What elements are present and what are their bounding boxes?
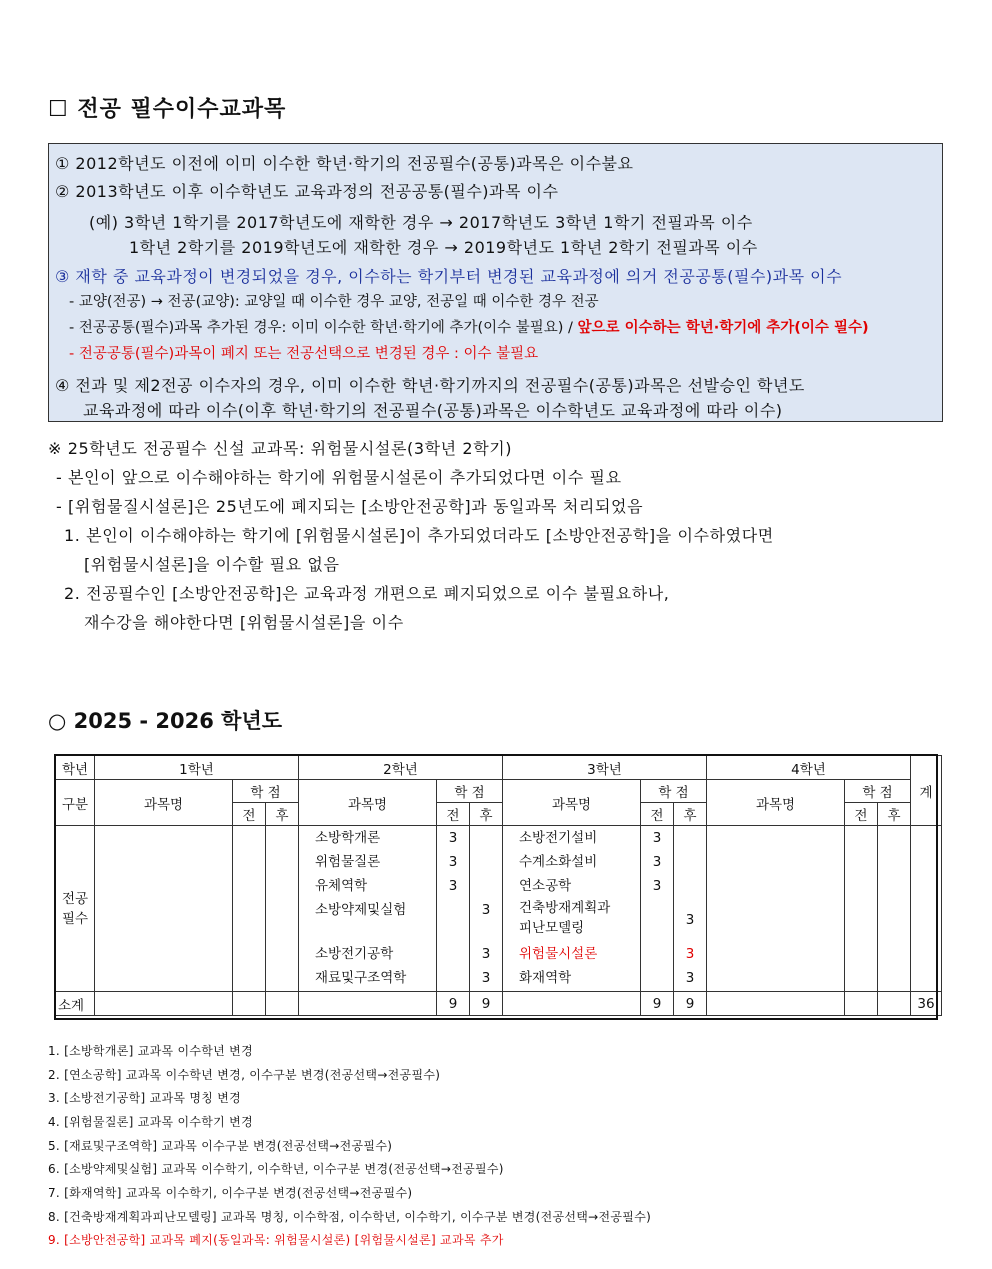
subtotal-label: 소계 bbox=[56, 992, 95, 1016]
subtotal-y2-first: 9 bbox=[437, 992, 470, 1016]
footnote-highlight: 9. [소방안전공학] 교과목 폐지(동일과목: 위험물시설론) [위험물시설론] 교과목 추가 bbox=[48, 1233, 504, 1247]
header-course-y1: 과목명 bbox=[95, 780, 233, 826]
y3-courses bbox=[503, 826, 641, 992]
y3-course: 연소공학 bbox=[519, 878, 572, 894]
curriculum-table bbox=[55, 755, 942, 1016]
y2-course: 유체역학 bbox=[315, 878, 368, 894]
subtotal-y1-second bbox=[266, 992, 299, 1016]
y2-second-credit bbox=[470, 826, 502, 850]
rule-3-b-emphasis: 앞으로 이수하는 학년·학기에 추가(이수 필수) bbox=[577, 320, 869, 336]
y2-first bbox=[437, 826, 470, 992]
rule-3-c: - 전공공통(필수)과목이 폐지 또는 전공선택으로 변경된 경우 : 이수 불필요 bbox=[69, 346, 539, 362]
y2-first-credit bbox=[437, 942, 469, 966]
y4-second bbox=[878, 826, 911, 992]
footnote: 7. [화재역학] 교과목 이수학기, 이수구분 변경(전공선택→전공필수) bbox=[48, 1186, 413, 1200]
note-line-4: 1. 본인이 이수해야하는 학기에 [위험물시설론]이 추가되었더라도 [소방안전공학]을 이수하였다면 bbox=[64, 526, 774, 545]
y2-courses bbox=[299, 826, 437, 992]
header-year-2: 2학년 bbox=[299, 756, 503, 780]
y2-first-credit: 3 bbox=[448, 854, 458, 870]
y3-second-credit bbox=[674, 850, 706, 874]
rule-2: ② 2013학년도 이후 이수학년도 교육과정의 전공공통(필수)과목 이수 bbox=[55, 182, 559, 201]
rule-3-a: - 교양(전공) → 전공(교양): 교양일 때 이수한 경우 교양, 전공일 때 이수한 경우 전공 bbox=[69, 294, 599, 310]
header-second-y2: 후 bbox=[470, 803, 503, 826]
header-credit-y4: 학 점 bbox=[845, 780, 911, 803]
rule-3-b-text: - 전공공통(필수)과목 추가된 경우: 이미 이수한 학년·학기에 추가(이수 불필요) / bbox=[69, 320, 578, 336]
y2-second-credit: 3 bbox=[481, 902, 491, 918]
rule-4-cont: 교육과정에 따라 이수(이후 학년·학기의 전공필수(공통)과목은 이수학년도 교육과정에 따라 이수) bbox=[83, 401, 783, 420]
footnote: 5. [재료및구조역학] 교과목 이수구분 변경(전공선택→전공필수) bbox=[48, 1139, 393, 1153]
y3-first bbox=[641, 826, 674, 992]
y2-second-credit bbox=[470, 874, 502, 898]
header-course-y2: 과목명 bbox=[299, 780, 437, 826]
y2-course: 소방학개론 bbox=[315, 830, 381, 846]
subtotal-y3-first: 9 bbox=[641, 992, 674, 1016]
total-cell-body bbox=[911, 826, 942, 992]
header-first-y1: 전 bbox=[233, 803, 266, 826]
y2-course: 소방약제및실험 bbox=[315, 902, 407, 918]
header-year-3: 3학년 bbox=[503, 756, 707, 780]
y2-course: 소방전기공학 bbox=[315, 946, 394, 962]
note-line-7: 재수강을 해야한다면 [위험물시설론]을 이수 bbox=[84, 613, 404, 632]
header-total: 계 bbox=[911, 756, 942, 826]
section-title-academic-year: ○ 2025 - 2026 학년도 bbox=[48, 709, 283, 733]
y3-course-new: 위험물시설론 bbox=[519, 946, 598, 962]
rules-box bbox=[48, 143, 943, 422]
y1-courses bbox=[95, 826, 233, 992]
header-course-y3: 과목명 bbox=[503, 780, 641, 826]
note-line-5: [위험물시설론]을 이수할 필요 없음 bbox=[84, 555, 340, 574]
y3-first-credit: 3 bbox=[652, 830, 662, 846]
y2-first-credit: 3 bbox=[448, 878, 458, 894]
y2-second-credit: 3 bbox=[481, 970, 491, 986]
header-second-y3: 후 bbox=[674, 803, 707, 826]
subtotal-y3-second: 9 bbox=[674, 992, 707, 1016]
rule-2-example-1: (예) 3학년 1학기를 2017학년도에 재학한 경우 → 2017학년도 3학년 1학기 전필과목 이수 bbox=[89, 213, 753, 232]
header-grade: 학년 bbox=[56, 756, 95, 780]
subtotal-y4-first bbox=[845, 992, 878, 1016]
y3-course: 수계소화설비 bbox=[519, 854, 598, 870]
header-credit-y1: 학 점 bbox=[233, 780, 299, 803]
y3-course: 소방전기설비 bbox=[519, 830, 598, 846]
y2-first-credit: 3 bbox=[448, 830, 458, 846]
header-second-y1: 후 bbox=[266, 803, 299, 826]
y2-course: 위험물질론 bbox=[315, 854, 381, 870]
rule-3: ③ 재학 중 교육과정이 변경되었을 경우, 이수하는 학기부터 변경된 교육과정에 의거 전공공통(필수)과목 이수 bbox=[55, 267, 843, 286]
grand-total: 36 bbox=[911, 992, 942, 1016]
y3-first-credit: 3 bbox=[652, 878, 662, 894]
y3-first-credit bbox=[641, 966, 673, 990]
y3-second-credit: 3 bbox=[685, 970, 695, 986]
subtotal-y3-course bbox=[503, 992, 641, 1016]
header-course-y4: 과목명 bbox=[707, 780, 845, 826]
header-year-4: 4학년 bbox=[707, 756, 911, 780]
y1-first bbox=[233, 826, 266, 992]
row-label-required: 전공 필수 bbox=[56, 826, 95, 992]
subtotal-y4-second bbox=[878, 992, 911, 1016]
header-first-y3: 전 bbox=[641, 803, 674, 826]
subtotal-y1-first bbox=[233, 992, 266, 1016]
rule-3-b bbox=[69, 316, 869, 337]
subtotal-y4-course bbox=[707, 992, 845, 1016]
note-line-6: 2. 전공필수인 [소방안전공학]은 교육과정 개편으로 폐지되었으로 이수 불필요하나, bbox=[64, 584, 670, 603]
header-division: 구분 bbox=[56, 780, 95, 826]
header-credit-y2: 학 점 bbox=[437, 780, 503, 803]
rule-1: ① 2012학년도 이전에 이미 이수한 학년·학기의 전공필수(공통)과목은 이수불요 bbox=[55, 154, 634, 173]
section-title-required-courses: ☐ 전공 필수이수교과목 bbox=[48, 97, 287, 122]
y3-first-credit bbox=[641, 898, 673, 942]
y3-second bbox=[674, 826, 707, 992]
y3-second-credit bbox=[674, 826, 706, 850]
footnote: 1. [소방학개론] 교과목 이수학년 변경 bbox=[48, 1044, 253, 1058]
footnote: 8. [건축방재계획과피난모델링] 교과목 명칭, 이수학점, 이수학년, 이수학기, 이수구분 변경(전공선택→전공필수) bbox=[48, 1210, 652, 1224]
subtotal-y1-course bbox=[95, 992, 233, 1016]
y1-second bbox=[266, 826, 299, 992]
y3-second-credit bbox=[674, 874, 706, 898]
subtotal-y2-course bbox=[299, 992, 437, 1016]
header-first-y4: 전 bbox=[845, 803, 878, 826]
note-line-3: - [위험물질시설론]은 25년도에 폐지되는 [소방안전공학]과 동일과목 처리되었음 bbox=[56, 497, 644, 516]
y2-second-credit: 3 bbox=[481, 946, 491, 962]
y3-first-credit bbox=[641, 942, 673, 966]
y3-course: 건축방재계획과 피난모델링 bbox=[519, 900, 611, 936]
subtotal-y2-second: 9 bbox=[470, 992, 503, 1016]
header-second-y4: 후 bbox=[878, 803, 911, 826]
y4-courses bbox=[707, 826, 845, 992]
y3-first-credit: 3 bbox=[652, 854, 662, 870]
rule-4: ④ 전과 및 제2전공 이수자의 경우, 이미 이수한 학년·학기까지의 전공필수(공통)과목은 선발승인 학년도 bbox=[55, 376, 805, 395]
header-first-y2: 전 bbox=[437, 803, 470, 826]
y2-course: 재료및구조역학 bbox=[315, 970, 407, 986]
y3-second-credit-new: 3 bbox=[685, 946, 695, 962]
y2-first-credit bbox=[437, 898, 469, 942]
y4-first bbox=[845, 826, 878, 992]
rule-2-example-2: 1학년 2학기를 2019학년도에 재학한 경우 → 2019학년도 1학년 2학기 전필과목 이수 bbox=[129, 238, 758, 257]
y3-course: 화재역학 bbox=[519, 970, 572, 986]
footnote: 2. [연소공학] 교과목 이수학년 변경, 이수구분 변경(전공선택→전공필수) bbox=[48, 1068, 441, 1082]
y2-first-credit bbox=[437, 966, 469, 990]
header-year-1: 1학년 bbox=[95, 756, 299, 780]
note-line-2: - 본인이 앞으로 이수해야하는 학기에 위험물시설론이 추가되었다면 이수 필요 bbox=[56, 468, 622, 487]
y3-second-credit: 3 bbox=[685, 912, 695, 928]
y2-second-credit bbox=[470, 850, 502, 874]
footnote: 3. [소방전기공학] 교과목 명칭 변경 bbox=[48, 1091, 242, 1105]
footnote: 4. [위험물질론] 교과목 이수학기 변경 bbox=[48, 1115, 253, 1129]
header-credit-y3: 학 점 bbox=[641, 780, 707, 803]
y2-second bbox=[470, 826, 503, 992]
note-new-course: ※ 25학년도 전공필수 신설 교과목: 위험물시설론(3학년 2학기) bbox=[48, 439, 513, 458]
footnote: 6. [소방약제및실험] 교과목 이수학기, 이수학년, 이수구분 변경(전공선택→전공필수) bbox=[48, 1162, 504, 1176]
